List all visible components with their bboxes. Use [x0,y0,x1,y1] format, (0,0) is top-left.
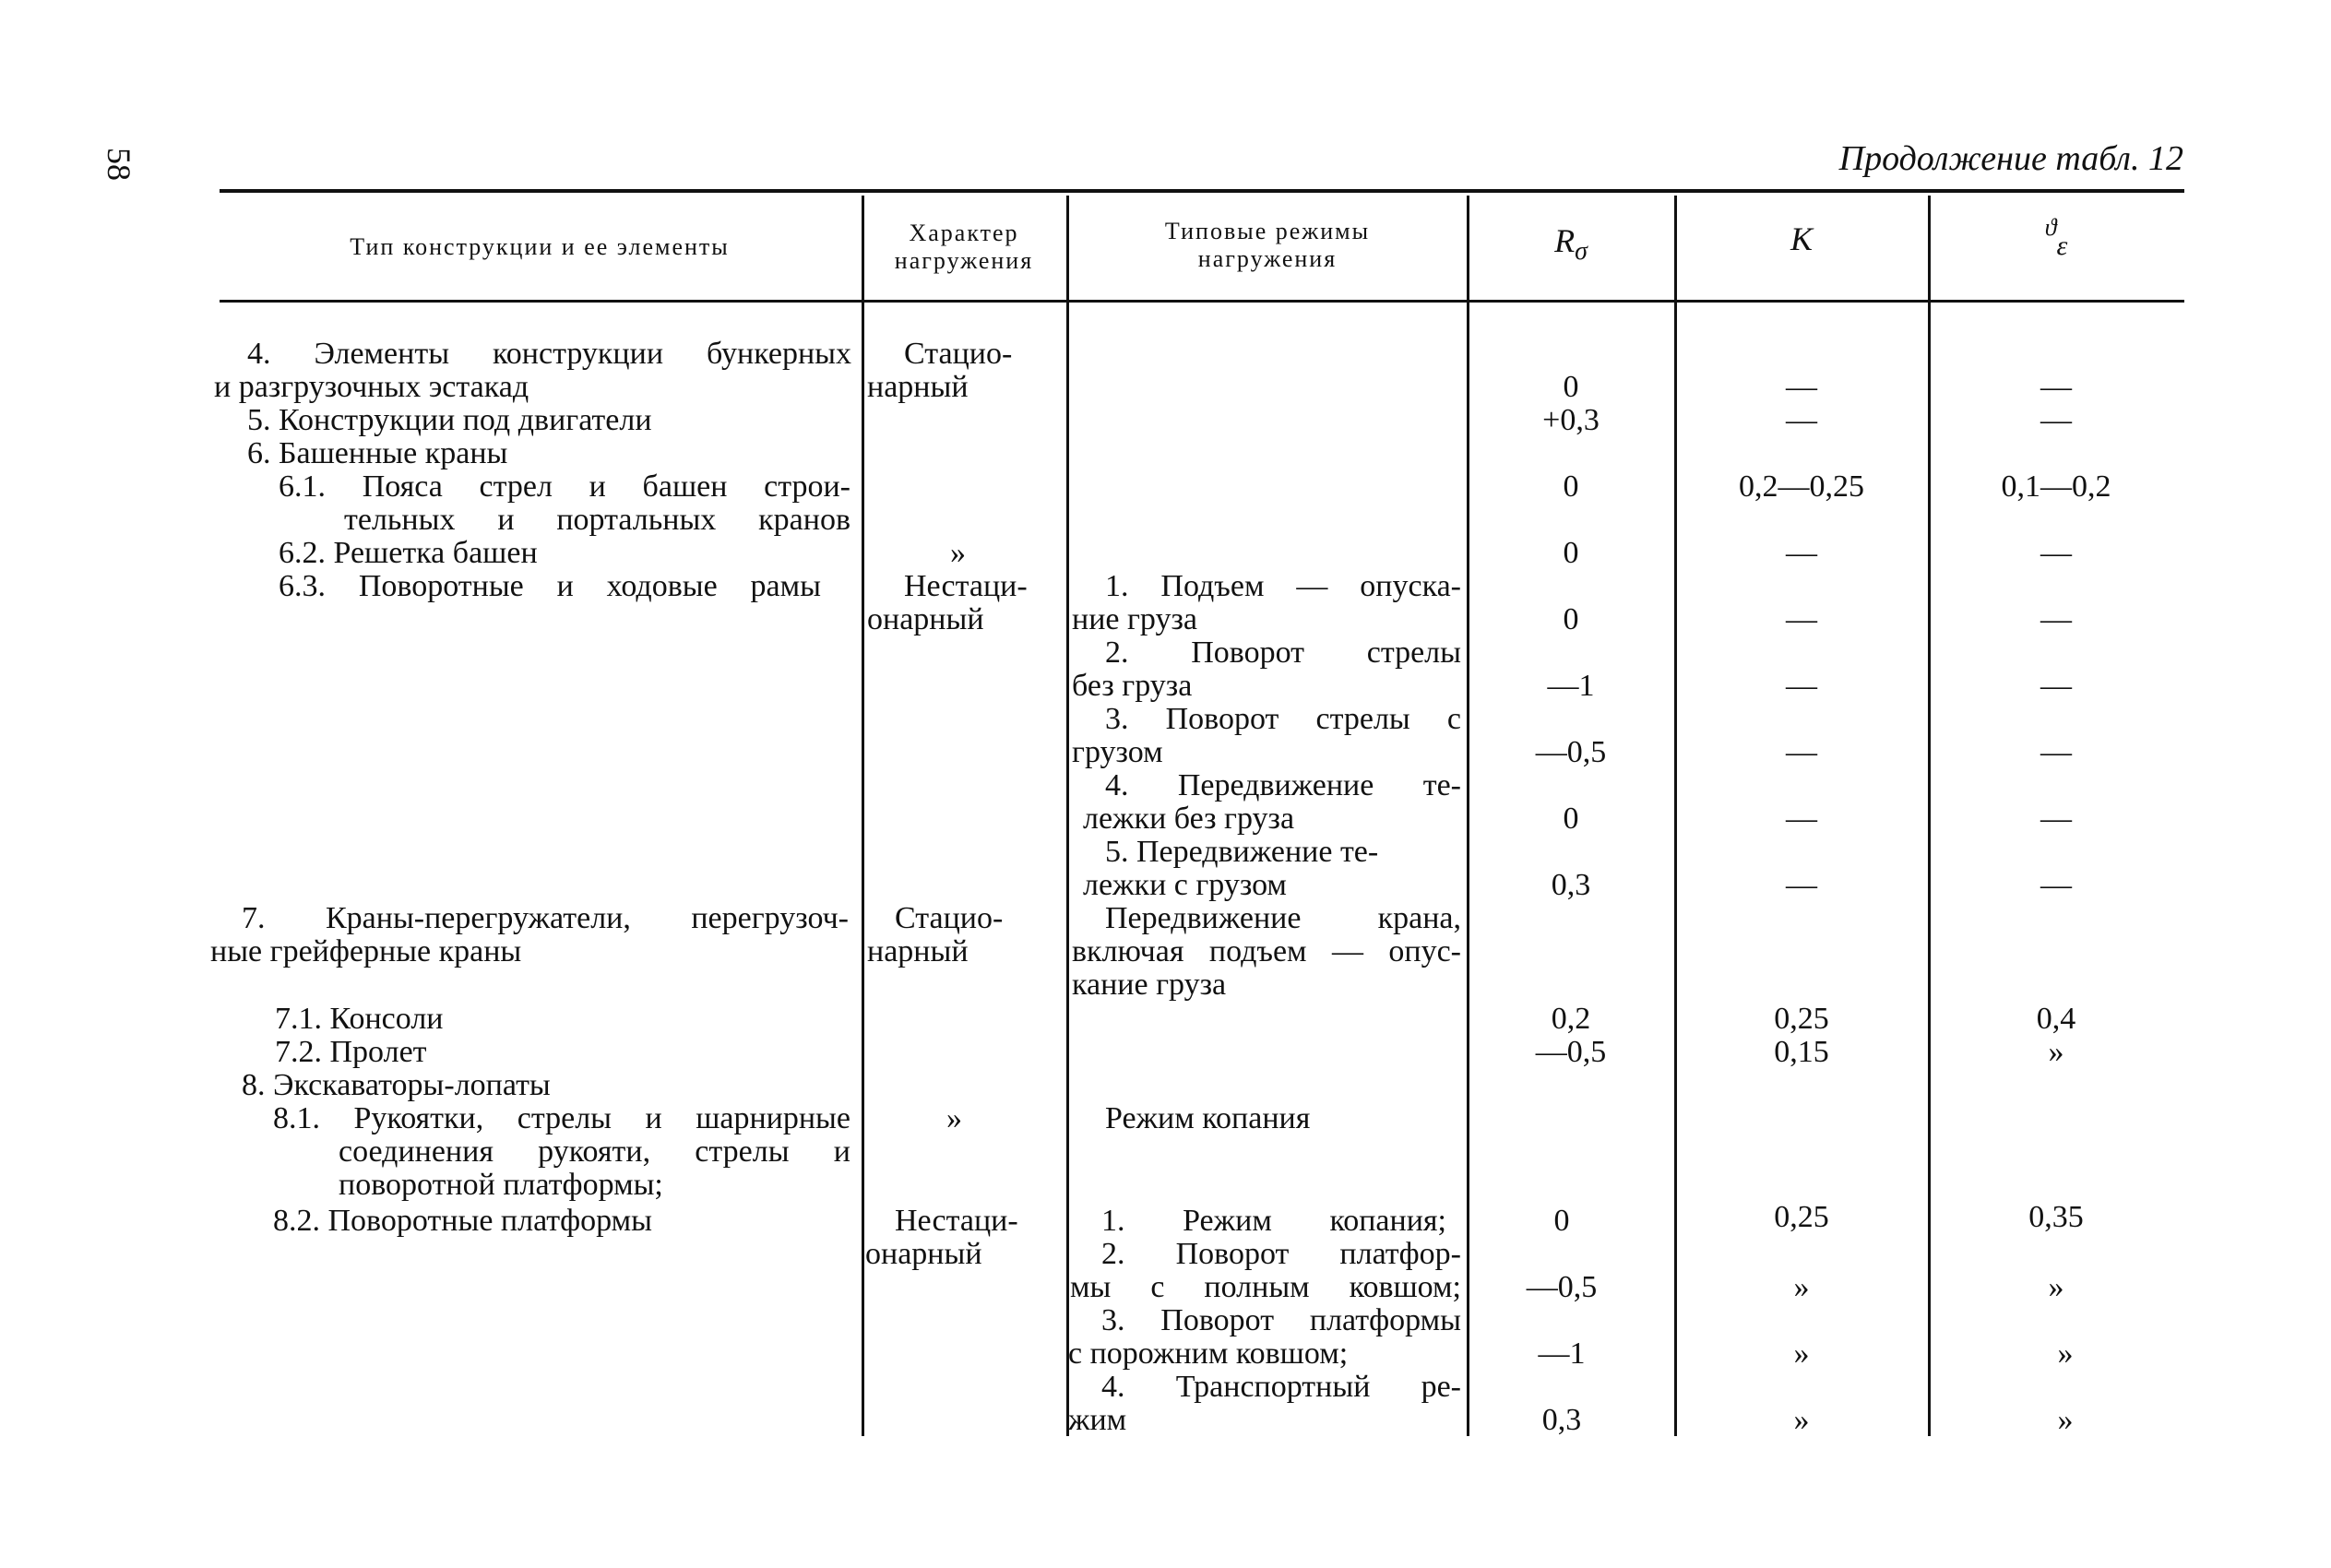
type-cell: 6. Башенные краны [247,436,508,470]
theta-value: — [2040,403,2072,437]
type-cell: 8.2. Поворотные платформы [273,1204,653,1238]
r-value: 0 [1563,370,1579,404]
r-value: —0,5 [1535,1035,1607,1069]
theta-subscript: ε [2056,231,2068,262]
type-cell: 7.1. Консоли [275,1002,444,1036]
header-k: K [1790,220,1813,257]
mode-cell: мы с полным ковшом; [1070,1270,1461,1304]
loading-cell: Нестаци- [895,1204,1018,1238]
header-loading-line2: нагружения [894,247,1034,274]
theta-value: — [2040,669,2072,703]
loading-cell: нарный [867,934,969,968]
r-value: —1 [1538,1336,1586,1371]
mode-cell: 3. Поворот стрелы с [1105,702,1461,736]
loading-cell: нарный [867,370,969,404]
k-value: » [1793,1270,1810,1304]
column-divider [1928,196,1931,1436]
mode-cell: Передвижение крана, [1105,901,1461,935]
mode-cell: лежки без груза [1083,802,1295,836]
type-cell: 6.3. Поворотные и ходовые рамы [279,569,821,603]
loading-cell: онарный [867,602,984,636]
type-cell: 7. Краны-перегружатели, перегрузоч- [242,901,849,935]
k-value: — [1786,370,1817,404]
theta-value: — [2040,868,2072,902]
header-loading [863,220,1064,275]
r-value: 0,2 [1551,1002,1591,1036]
page-number: 58 [101,148,137,181]
r-value: 0 [1563,602,1579,636]
k-value: — [1786,536,1817,570]
r-value: 0 [1553,1204,1570,1238]
header-type: Тип конструкции и ее элементы [350,233,730,260]
theta-value: 0,35 [2028,1200,2084,1234]
header-modes [1070,218,1465,273]
header-modes-line1: Типовые режимы [1164,218,1371,244]
theta-value: 0,4 [2036,1002,2076,1036]
theta-symbol: ϑ [2044,214,2057,241]
r-value: 0,3 [1541,1403,1582,1437]
r-symbol: R [1554,222,1576,259]
header-modes-line2: нагружения [1197,245,1338,272]
column-divider [862,196,864,1436]
mode-cell: 2. Поворот платфор- [1101,1237,1461,1271]
type-cell: ные грейферные краны [210,934,522,968]
k-value: 0,25 [1774,1002,1829,1036]
loading-cell: Стацио- [904,337,1013,371]
header-theta [1932,214,2181,262]
k-value: » [1793,1336,1810,1371]
k-value: — [1786,403,1817,437]
mode-cell: 2. Поворот стрелы [1105,636,1461,670]
k-value: — [1786,602,1817,636]
column-divider [1467,196,1469,1436]
k-value: 0,25 [1774,1200,1829,1234]
r-value: 0 [1563,802,1579,836]
k-value: 0,2—0,25 [1739,469,1864,504]
loading-cell: Нестаци- [904,569,1028,603]
mode-cell: лежки с грузом [1083,868,1287,902]
k-value: — [1786,802,1817,836]
header-r-sigma [1470,221,1671,267]
theta-value: » [2057,1403,2074,1437]
k-value: — [1786,868,1817,902]
mode-cell: 1. Подъем — опуска- [1105,569,1461,603]
theta-value: — [2040,536,2072,570]
mode-cell: жим [1068,1403,1127,1437]
theta-value: — [2040,735,2072,769]
r-value: —0,5 [1526,1270,1598,1304]
theta-value: » [2048,1270,2064,1304]
column-divider [1066,196,1069,1436]
k-value: — [1786,735,1817,769]
loading-cell: » [946,1101,962,1135]
type-cell: и разгрузочных эстакад [214,370,529,404]
top-rule [220,189,2184,193]
type-cell: 5. Конструкции под двигатели [247,403,652,437]
mode-cell: 3. Поворот платформы [1101,1303,1461,1337]
mode-cell: 4. Передвижение те- [1105,768,1461,802]
loading-cell: Стацио- [895,901,1004,935]
mode-cell: с порожним ковшом; [1068,1336,1349,1371]
theta-value: — [2040,602,2072,636]
theta-value: — [2040,370,2072,404]
mode-cell: грузом [1072,735,1163,769]
loading-cell: » [950,536,966,570]
theta-value: » [2048,1035,2064,1069]
mode-cell: 5. Передвижение те- [1105,835,1379,869]
mode-cell: включая подъем — опус- [1072,934,1461,968]
mode-cell: Режим копания [1105,1101,1311,1135]
mode-cell: без груза [1072,669,1193,703]
header-rule [220,300,2184,303]
loading-cell: онарный [865,1237,982,1271]
mode-cell: 1. Режим копания; [1101,1204,1446,1238]
k-value: 0,15 [1774,1035,1829,1069]
r-subscript: σ [1575,237,1588,267]
theta-value: — [2040,802,2072,836]
type-cell: 6.2. Решетка башен [279,536,538,570]
type-cell: 8.1. Рукоятки, стрелы и шарнирные [273,1101,850,1135]
type-cell: 8. Экскаваторы-лопаты [242,1068,551,1102]
type-cell: 7.2. Пролет [275,1035,427,1069]
r-value: —1 [1547,669,1595,703]
r-value: 0,3 [1551,868,1591,902]
r-value: 0 [1563,469,1579,504]
type-cell: 6.1. Пояса стрел и башен строи- [279,469,850,504]
r-value: 0 [1563,536,1579,570]
type-cell: соединения рукояти, стрелы и [339,1134,850,1169]
k-value: » [1793,1403,1810,1437]
type-cell: 4. Элементы конструкции бункерных [247,337,851,371]
column-divider [1674,196,1677,1436]
r-value: —0,5 [1535,735,1607,769]
k-value: — [1786,669,1817,703]
r-value: +0,3 [1542,403,1600,437]
mode-cell: 4. Транспортный ре- [1101,1370,1461,1404]
type-cell: поворотной платформы; [339,1168,663,1202]
continuation-label: Продолжение табл. 12 [1838,139,2183,178]
type-cell: тельных и портальных кранов [344,503,850,537]
mode-cell: ние груза [1072,602,1197,636]
header-loading-line1: Характер [909,220,1019,246]
theta-value: 0,1—0,2 [2001,469,2111,504]
theta-value: » [2057,1336,2074,1371]
mode-cell: кание груза [1072,968,1227,1002]
